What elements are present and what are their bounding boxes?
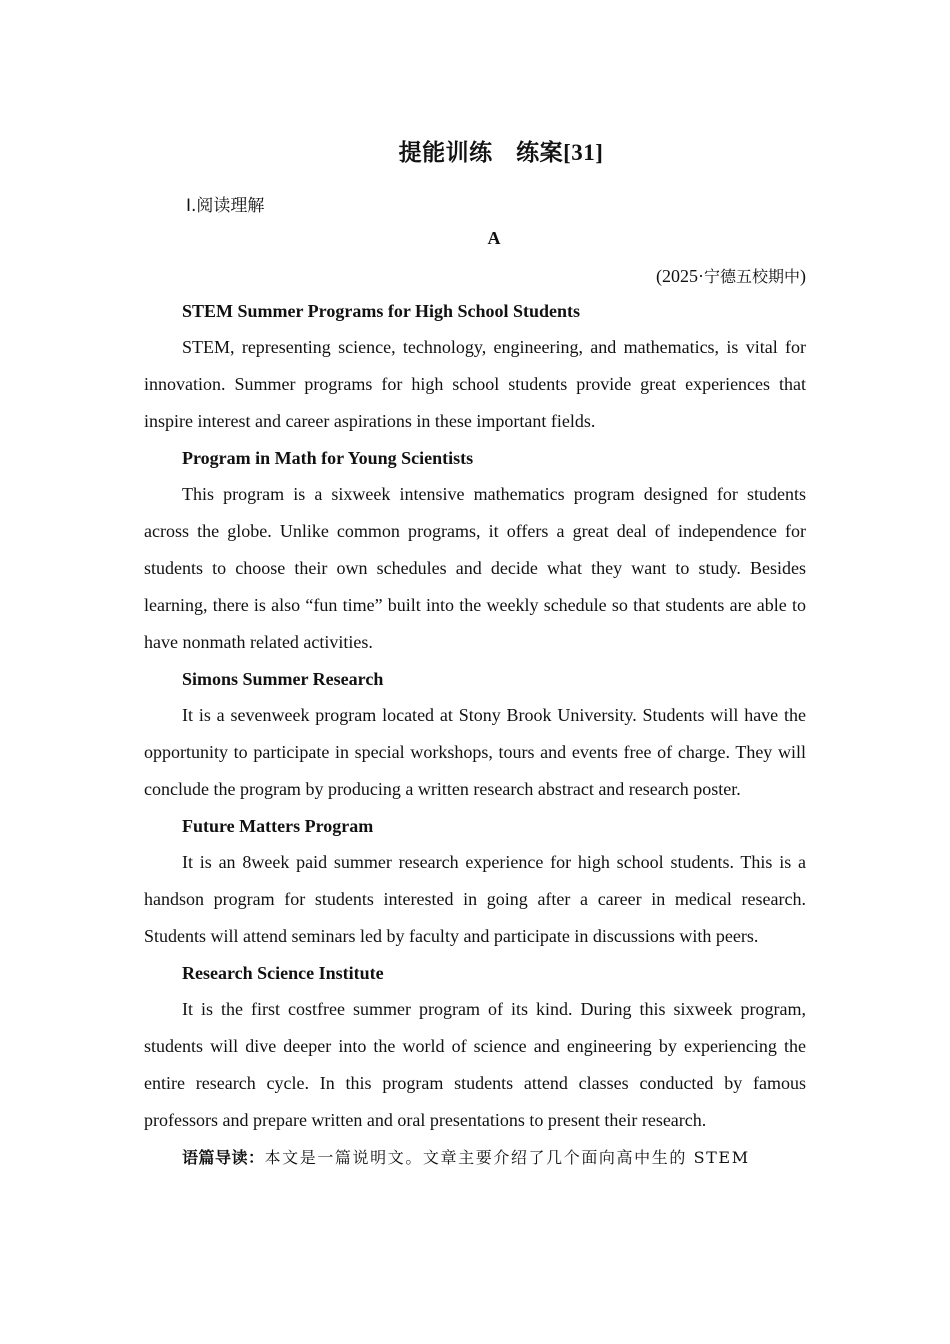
- program-description: It is the first costfree summer program of its kind. During this sixweek program, students will dive deeper into the world of science and engineering by experiencing the entire research cycle. In this program students attend classes conducted by famous professors and prepare written and oral presentations to present their research.: [144, 999, 806, 1130]
- source-close: ): [800, 266, 806, 286]
- article-body: [144, 293, 806, 1176]
- reading-guide-text: 本文是一篇说明文。文章主要介绍了几个面向高中生的 STEM: [264, 1148, 750, 1167]
- article-intro: STEM, representing science, technology, engineering, and mathematics, is vital for innovation. Summer programs for high school students provide great experiences that inspire interest and career aspirations in these important fields.: [144, 337, 806, 431]
- program-heading: Program in Math for Young Scientists: [182, 448, 474, 468]
- page-title: [144, 134, 858, 167]
- page-title-number: [31]: [563, 140, 604, 165]
- program-heading: Simons Summer Research: [182, 669, 384, 689]
- program-heading: Research Science Institute: [182, 963, 384, 983]
- article-title: STEM Summer Programs for High School Students: [182, 301, 581, 321]
- program-description: It is a sevenweek program located at Stony Brook University. Students will have the opportunity to participate in special workshops, tours and events free of charge. They will conclude the program by producing a written research abstract and research poster.: [144, 705, 806, 799]
- reading-guide-label: 语篇导读：: [182, 1148, 265, 1167]
- program-description: It is an 8week paid summer research experience for high school students. This is a handson program for students interested in going after a career in medical research. Students will attend seminars led by faculty and participate in discussions with peers.: [144, 852, 806, 946]
- part-label: A: [487, 228, 501, 248]
- reading-guide: [144, 1139, 806, 1176]
- page-title-text: 提能训练 练案: [398, 140, 564, 166]
- source-note: [656, 264, 806, 287]
- section-heading: Ⅰ.阅读理解: [186, 196, 265, 216]
- source-open: (2025·: [655, 266, 704, 286]
- source-text: 宁德五校期中: [703, 267, 800, 286]
- program-description: This program is a sixweek intensive mathematics program designed for students across the globe. Unlike common programs, it offers a great deal of independence for students to choose their own schedules and decide what they want to study. Besides learning, there is also “fun time” built into the weekly schedule so that students are able to have nonmath related activities.: [144, 484, 806, 652]
- program-heading: Future Matters Program: [182, 816, 374, 836]
